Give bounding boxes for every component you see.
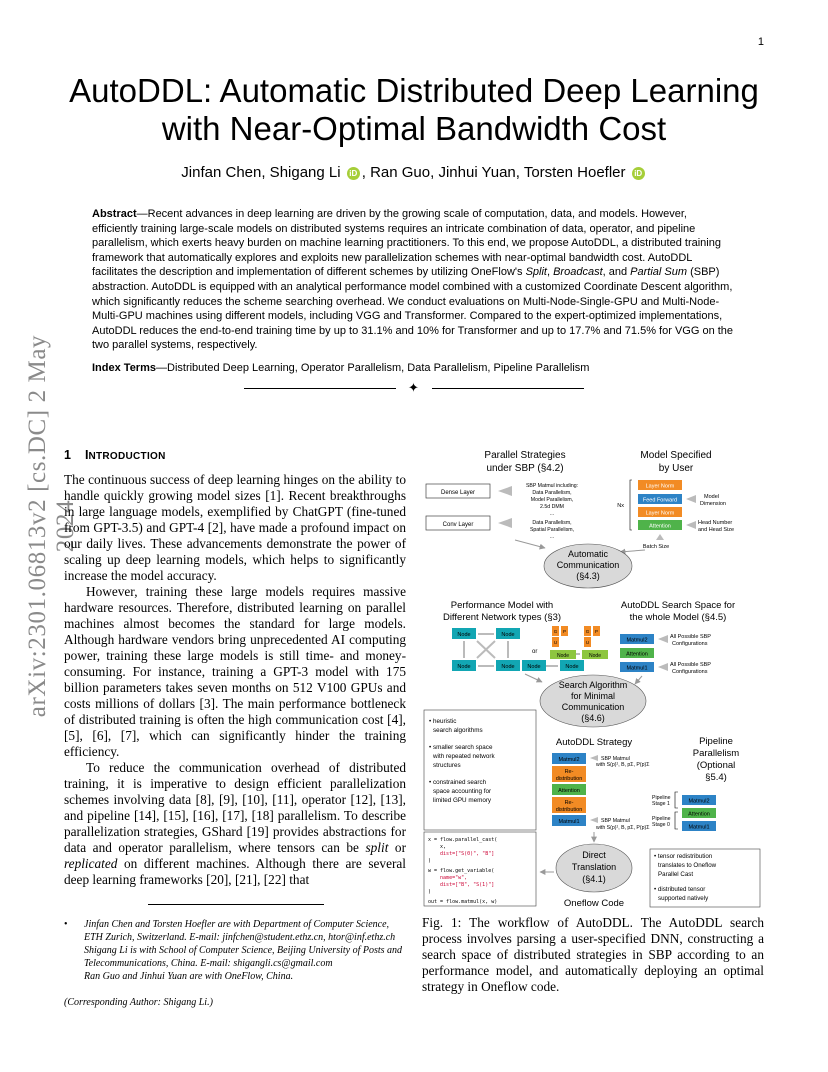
- node-label-1: Node: [457, 632, 471, 638]
- index-terms: [92, 361, 734, 375]
- pipeline-title-3: (Optional: [696, 760, 736, 771]
- node-label-2: Node: [501, 632, 515, 638]
- pipeline-stage0-a: Pipeline: [652, 816, 671, 822]
- abstract-partial-sum: Partial Sum: [630, 266, 688, 279]
- direct-2: Translation: [571, 862, 617, 872]
- redistribution-1a: Re-: [564, 769, 574, 775]
- paragraph-1: The continuous success of deep learning hinges on the ability to handle quickly growing model sizes [1]. Recent breakthroughs in large language models, exemplified by ChatGPT (fine-tuned from GPT-3.5) and GPT-4 [2], have made a profound impact on our daily lives. These advancements demonstrate the power of scaling up deep learning models, which helps to significantly increase the model accuracy.: [64, 472, 406, 583]
- or-label: or: [532, 649, 538, 655]
- model-dimension-1: Model: [704, 494, 719, 500]
- figure-caption: Fig. 1: The workflow of AutoDDL. The AutoDDL search process involves parsing a user-specified DNN, constructing a search space of distributed strategies in SBP according to an performance model, and automatically deploying an optimal strategy in Oneflow code.: [422, 915, 764, 994]
- redistribution-1b: distribution: [555, 776, 583, 782]
- search-algo-3: Communication: [561, 702, 625, 712]
- nx-bracket: [630, 480, 632, 530]
- note-constrained-1: • constrained search: [429, 779, 487, 786]
- code-line-7: dist=["B", "S(1)"]: [428, 882, 495, 888]
- arrow-sbp-a: [590, 755, 598, 761]
- introduction-body: [64, 472, 406, 888]
- autoddl-strategy-title: AutoDDL Strategy: [555, 737, 633, 748]
- green-node-label-2: Node: [589, 653, 601, 659]
- arrow-to-auto-comm-left: [515, 540, 545, 548]
- author-list: [0, 164, 828, 181]
- section-title-rest: NTRODUCTION: [88, 451, 166, 462]
- abstract-split: Split: [525, 266, 547, 279]
- workflow-figure: [420, 444, 764, 910]
- sbp-matmul-note-2: Data Parallelism,: [532, 490, 572, 496]
- arrow-model-dim: [686, 495, 696, 503]
- auto-comm-3: (§4.3): [576, 571, 600, 581]
- arrow-batch: [656, 534, 664, 540]
- auto-comm-1: Automatic: [567, 549, 609, 559]
- note-smaller-2: with repeated network: [433, 753, 495, 760]
- abstract-sep-2: , and: [602, 266, 631, 279]
- paragraph-3-part-b: on different machines. Although there are several deep learning frameworks [20], [21], [22] that: [64, 856, 406, 887]
- matmul1-label: Matmul1: [558, 819, 580, 825]
- attention-label-top: Attention: [649, 523, 671, 530]
- node-label-3: Node: [457, 664, 471, 670]
- paragraph-3-or: or: [388, 840, 407, 855]
- auto-comm-2: Communication: [556, 560, 620, 570]
- authors-part-2: , Ran Guo, Jinhui Yuan, Torsten Hoefler: [361, 164, 626, 181]
- sbp-matmul-note-1: SBP Matmul including:: [525, 483, 579, 489]
- stage0-bracket: [675, 812, 678, 829]
- divider-line-left: [244, 388, 396, 389]
- search-space-title-1: AutoDDL Search Space for: [620, 600, 736, 611]
- abstract-sep-1: ,: [546, 266, 554, 279]
- node-label-4: Node: [501, 664, 515, 670]
- pipeline-title-1: Pipeline: [699, 736, 733, 747]
- note-constrained-2: space accounting for: [433, 788, 492, 795]
- distributed-tensor-2: supported natively: [658, 895, 709, 902]
- ellipsis-2: ...: [549, 534, 555, 540]
- gpu-cell-label-6: U: [585, 640, 590, 645]
- tensor-redist-3: Parallel Cast: [658, 871, 694, 878]
- gpu-cell-label-2: P: [562, 629, 567, 634]
- gpu-cell-label-5: P: [594, 629, 599, 634]
- title-line-2: with Near-Optimal Bandwidth Cost: [161, 110, 667, 147]
- arrow-dense: [498, 486, 512, 496]
- page-number: 1: [757, 36, 764, 48]
- paragraph-3-split: split: [365, 840, 389, 855]
- ellipsis-1: ...: [549, 511, 555, 517]
- gpu-cell-label-3: U: [553, 640, 558, 645]
- arrow-perf-to-search: [525, 674, 542, 682]
- direct-3: (§4.1): [582, 874, 606, 884]
- redistribution-2b: distribution: [555, 807, 583, 813]
- authors-part-1: Jinfan Chen, Shigang Li: [181, 164, 341, 181]
- index-terms-label: Index Terms: [92, 362, 156, 374]
- sbp-configs-1b: Configurations: [672, 641, 708, 647]
- pipeline-title-4: §5.4): [705, 772, 727, 783]
- node-label-5: Node: [527, 664, 541, 670]
- perf-model-title-2: Different Network types (§3): [442, 612, 562, 623]
- green-node-label-1: Node: [557, 653, 569, 659]
- affiliation-footnote: [64, 918, 406, 983]
- perf-model-title-1: Performance Model with: [450, 600, 554, 611]
- model-specified-title-1: Model Specified: [640, 450, 712, 461]
- sbp-configs-2b: Configurations: [672, 669, 708, 675]
- paragraph-3-replicated: replicated: [64, 856, 118, 871]
- conv-layer-label: Conv Layer: [442, 522, 474, 528]
- conv-note-2: Spatial Parallelism,: [529, 527, 575, 533]
- layer-norm-label-1: Layer Norm: [645, 483, 675, 490]
- section-number: 1: [64, 448, 71, 462]
- note-constrained-3: limited GPU memory: [433, 797, 492, 804]
- feed-forward-label: Feed Forward: [642, 497, 678, 504]
- pipeline-matmul1-label: Matmul1: [688, 824, 710, 831]
- conv-note-1: Data Parallelism,: [532, 520, 572, 526]
- head-number-2: and Head Size: [698, 527, 735, 533]
- footnote-bullet: •: [64, 919, 68, 930]
- paragraph-3: [64, 760, 406, 888]
- model-specified-title-2: by User: [658, 463, 694, 474]
- code-line-2: x,: [428, 844, 447, 850]
- pipeline-matmul2-label: Matmul2: [688, 798, 710, 805]
- redistribution-2a: Re-: [564, 800, 574, 806]
- search-space-title-2: the whole Model (§4.5): [629, 612, 727, 623]
- abstract-text-1: —Recent advances in deep learning are driven by the growing scale of computation, data, and models. However, efficiently training large-scale models on distributed systems requires an intricate combination of data, operator, and pipeline parallelism, which exerts heavy burden on machine learning practitioners. To this end, we propose AutoDDL, a distributed training framework that automatically explores and exploits new parallelization schemes with near-optimal bandwidth cost. AutoDDL facilitates the description and implementation of different schemes by utilizing OneFlow's: [92, 208, 721, 279]
- footnote-line-2: Shigang Li is with School of Computer Science, Beijing University of Posts and Telecommunications, China. E-mail: shigangli.cs@gmail.com: [84, 945, 403, 969]
- code-line-3: dist=["S(0)", "B"]: [428, 851, 495, 857]
- code-line-1: x = flow.parallel_cast(: [428, 837, 498, 843]
- title-line-1: AutoDDL: Automatic Distributed Deep Learning: [69, 72, 759, 109]
- orcid-icon[interactable]: iD: [632, 167, 645, 180]
- note-heuristic-1: • heuristic: [429, 718, 457, 725]
- direct-1: Direct: [582, 850, 606, 860]
- footnote-line-1: Jinfan Chen and Torsten Hoefler are with Department of Computer Science, ETH Zurich, Switzerland. E-mail: jinfchen@student.ethz.cn, htor@inf.ethz.ch: [84, 919, 396, 943]
- section-title-first: I: [84, 448, 89, 462]
- oneflow-code-label: Oneflow Code: [563, 898, 625, 909]
- code-line-5: w = flow.get_variable(: [428, 868, 495, 874]
- paragraph-3-part-a: To reduce the communication overhead of distributed training, it is imperative to design efficient parallelization schemes involving data [8], [9], [10], [11], operator [12], [13], and pipeline [14], [15], [16], [17], [18] parallelism. To describe parallelization strategies, GShard [19] provides abstractions for data and operator parallelism, where tensors can be: [64, 760, 406, 855]
- abstract: [92, 207, 734, 353]
- code-line-8: ): [428, 889, 432, 895]
- arrow-space-to-search: [635, 676, 642, 684]
- code-line-9: out = flow.matmul(x, w): [428, 899, 498, 905]
- sbp-matmul-b: SBP Matmul: [601, 818, 630, 824]
- dense-layer-label: Dense Layer: [440, 490, 476, 496]
- gpu-cell-label-4: G: [585, 629, 590, 634]
- abstract-label: Abstract: [92, 208, 137, 220]
- pipeline-attention-label: Attention: [688, 811, 710, 818]
- model-dimension-2: Dimension: [700, 501, 726, 507]
- pipeline-stage1-a: Pipeline: [652, 795, 671, 801]
- section-divider: [244, 381, 584, 395]
- divider-ornament: ✦: [408, 380, 419, 395]
- footnote-rule: [148, 904, 324, 905]
- code-line-4: ): [428, 858, 432, 864]
- sbp-matmul-a: SBP Matmul: [601, 756, 630, 762]
- matmul1-label-top: Matmul1: [626, 665, 648, 672]
- attention-label-mid: Attention: [626, 651, 648, 658]
- paragraph-2: However, training these large models requires massive hardware resources. Therefore, distributed learning on parallel machines almost becomes the standard for large models. Although hardware vendors bring unprecedented AI computing power, training these large models is still time- and money-consuming. For instance, training a GPT-3 model with 175 billion parameters takes seven months on 512 V100 GPUs and costs millions of dollars [3]. The main performance bottleneck of distributed training is often the high communication cost [4], [5], [6], [7], which can significantly hinder the training efficiency.: [64, 584, 406, 759]
- sbp-matmul-a2: with S(p)¹, B, pΣ, P(p)Σ: [596, 762, 650, 768]
- arrow-to-auto-comm-right: [620, 550, 645, 552]
- abstract-broadcast: Broadcast: [553, 266, 603, 279]
- corresponding-author-note: (Corresponding Author: Shigang Li.): [64, 997, 213, 1008]
- head-number-1: Head Number: [698, 520, 733, 526]
- sbp-matmul-b2: with S(p)¹, B, pΣ, P(p)Σ: [596, 825, 650, 831]
- arrow-head-number: [686, 521, 696, 529]
- note-heuristic-2: search algorithms: [433, 727, 483, 734]
- search-algo-4: (§4.6): [581, 713, 605, 723]
- node-label-6: Node: [565, 664, 579, 670]
- tensor-redist-2: translates to Oneflow: [658, 862, 717, 869]
- search-algo-1: Search Algorithm: [558, 680, 628, 690]
- parallel-strategies-title-1: Parallel Strategies: [484, 450, 566, 461]
- index-terms-text: —Distributed Deep Learning, Operator Parallelism, Data Parallelism, Pipeline Parallelism: [156, 362, 590, 374]
- arrow-sbp-b: [590, 817, 598, 823]
- arrow-sbp-configs-2: [658, 663, 668, 671]
- matmul2-label: Matmul2: [558, 757, 580, 763]
- tensor-redist-1: • tensor redistribution: [654, 853, 713, 860]
- sbp-matmul-note-4: 2.5d DMM: [540, 504, 564, 510]
- divider-line-right: [432, 388, 584, 389]
- note-smaller-3: structures: [433, 762, 461, 769]
- parallel-strategies-title-2: under SBP (§4.2): [486, 463, 564, 474]
- abstract-text-2: (SBP) abstraction. AutoDDL is equipped with an analytical performance model combined with a customized Coordinate Descent algorithm, which significantly reduces the scheme searching overhead. We conduct evaluations on Multi-Node-Single-GPU and Multi-Node-Multi-GPU machines using different models, including VGG and Transformer. Compared to the expert-optimized implementations, AutoDDL reduces the end-to-end training time by up to 31.1% and 10% for Transformer and up to 17.7% and 71.5% for VGG on the two parallel systems, respectively.: [92, 266, 734, 352]
- section-heading: [64, 448, 166, 462]
- sbp-matmul-note-3: Model Parallelism,: [530, 497, 574, 503]
- stage1-bracket: [675, 792, 678, 808]
- batch-size-label: Batch Size: [642, 544, 670, 550]
- pipeline-stage0-b: Stage 0: [652, 822, 670, 828]
- matmul2-label-top: Matmul2: [626, 637, 648, 644]
- paper-title: [0, 72, 828, 148]
- layer-norm-label-2: Layer Norm: [645, 510, 675, 517]
- sbp-configs-2a: All Possible SBP: [670, 662, 711, 668]
- distributed-tensor-1: • distributed tensor: [654, 886, 706, 893]
- arrow-conv: [498, 518, 512, 528]
- search-algo-2: for Minimal: [570, 691, 616, 701]
- sbp-configs-1a: All Possible SBP: [670, 634, 711, 640]
- attention-label-strategy: Attention: [558, 788, 580, 794]
- gpu-cell-label-1: G: [553, 629, 558, 634]
- pipeline-title-2: Parallelism: [692, 748, 740, 759]
- code-line-6: name="w",: [428, 875, 468, 881]
- arxiv-stamp[interactable]: arXiv:2301.06813v2 [cs.DC] 2 May 2024: [24, 334, 79, 718]
- footnote-line-3: Ran Guo and Jinhui Yuan are with OneFlow, China.: [84, 971, 294, 982]
- pipeline-stage1-b: Stage 1: [652, 801, 670, 807]
- orcid-icon[interactable]: iD: [347, 167, 360, 180]
- arrow-sbp-configs-1: [658, 635, 668, 643]
- note-smaller-1: • smaller search space: [429, 744, 493, 751]
- nx-label: Nx: [617, 503, 624, 509]
